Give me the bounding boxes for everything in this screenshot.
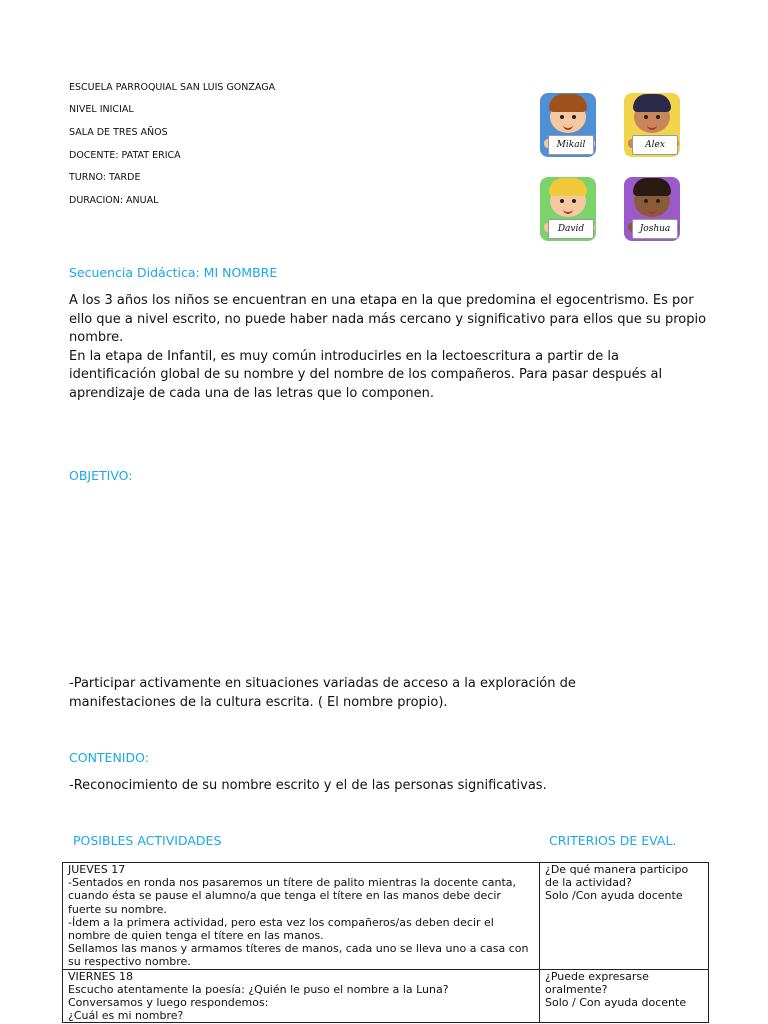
table-row <box>63 969 709 1023</box>
content-text: -Reconocimiento de su nombre escrito y el de las personas significativas. <box>69 778 547 793</box>
children-name-cards-illustration <box>534 89 696 255</box>
objective-heading: OBJETIVO: <box>69 468 133 483</box>
school-name: ESCUELA PARROQUIAL SAN LUIS GONZAGA <box>69 82 276 93</box>
activity-line: Conversamos y luego respondemos: <box>68 996 269 1010</box>
activity-line: ¿Cuál es mi nombre? <box>68 1009 184 1023</box>
criteria-question: ¿De qué manera participo de la actividad? <box>545 863 689 890</box>
teacher-line: DOCENTE: PATAT ERICA <box>69 150 181 161</box>
intro-paragraph-2: En la etapa de Infantil, es muy común introducirles en la lectoescritura a partir de la identificación global de su nombre y del nombre de los compañeros. Para pasar después al aprendizaje de cada una de las letras que lo componen. <box>69 348 663 401</box>
criteria-option: Solo / Con ayuda docente <box>545 996 687 1010</box>
activities-table <box>62 862 709 1023</box>
name-card-mikail: Mikail <box>548 135 594 155</box>
day-label: VIERNES 18 <box>68 969 134 983</box>
criteria-cell <box>540 863 709 970</box>
criteria-option: Solo /Con ayuda docente <box>545 889 683 903</box>
sequence-title: Secuencia Didáctica: MI NOMBRE <box>69 265 278 280</box>
activity-line: Sellamos las manos y armamos títeres de manos, cada uno se lleva uno a casa con su respectivo nombre. <box>68 942 529 969</box>
activity-line: Escucho atentamente la poesía: ¿Quién le puso el nombre a la Luna? <box>68 982 449 996</box>
activity-cell <box>63 969 540 1023</box>
criteria-cell <box>540 969 709 1023</box>
content-heading: CONTENIDO: <box>69 750 149 765</box>
name-card-alex: Alex <box>632 135 678 155</box>
level-line: NIVEL INICIAL <box>69 104 134 115</box>
criteria-question: ¿Puede expresarse oralmente? <box>545 969 649 996</box>
table-row <box>63 863 709 970</box>
objective-text: -Participar activamente en situaciones variadas de acceso a la exploración de manifestaciones de la cultura escrita. ( El nombre propio). <box>69 676 576 710</box>
name-card-joshua: Joshua <box>632 219 678 239</box>
intro-paragraph-1: A los 3 años los niños se encuentran en una etapa en la que predomina el egocentrismo. Es por ello que a nivel escrito, no puede haber nada más cercano y significativo para ellos que su propio nombre. <box>69 293 707 345</box>
activity-line: -Ídem a la primera actividad, pero esta vez los compañeros/as deben decir el nombre de quien tenga el títere en las manos. <box>68 915 494 943</box>
child-card-3 <box>534 173 604 247</box>
day-label: JUEVES 17 <box>68 863 126 876</box>
child-card-4 <box>618 173 688 247</box>
activities-heading: POSIBLES ACTIVIDADES <box>73 833 222 848</box>
room-line: SALA DE TRES AÑOS <box>69 127 168 138</box>
criteria-heading: CRITERIOS DE EVAL. <box>549 833 677 848</box>
child-card-2 <box>618 89 688 163</box>
child-card-1 <box>534 89 604 163</box>
duration-line: DURACION: ANUAL <box>69 195 159 206</box>
shift-line: TURNO: TARDE <box>69 172 141 183</box>
activity-line: -Sentados en ronda nos pasaremos un títere de palito mientras la docente canta, cuando ésta se pause el alumno/a que tenga el títere en las manos debe decir fuerte su nombre. <box>68 876 517 916</box>
name-card-david: David <box>548 219 594 239</box>
activity-cell <box>63 863 540 970</box>
intro-text <box>69 292 709 403</box>
